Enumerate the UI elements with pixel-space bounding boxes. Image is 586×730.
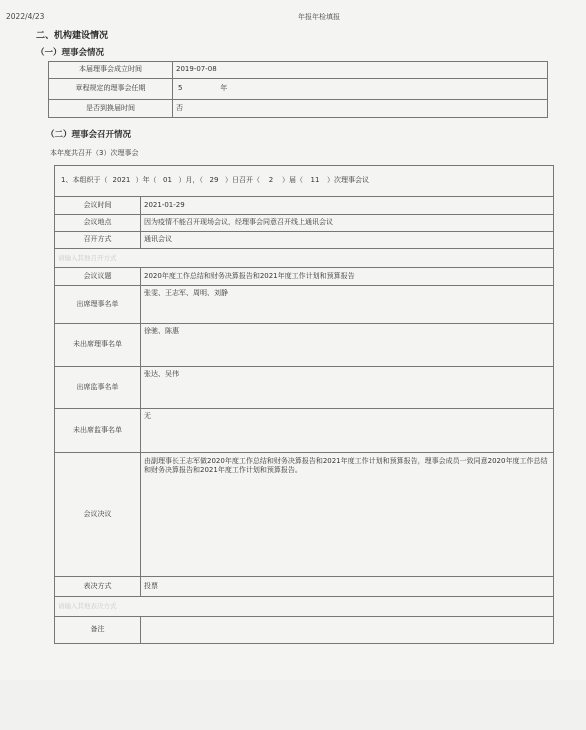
meeting-time-label: 会议时间 [55, 197, 141, 215]
table-row [55, 324, 554, 367]
meeting-month-suffix: ）月，（ [178, 176, 203, 185]
attending-directors-label: 出席理事名单 [55, 286, 141, 324]
absent-directors-value[interactable]: 徐驰、陈惠 [141, 324, 554, 367]
meeting-day-field[interactable]: 29 [209, 176, 219, 185]
absent-supervisors-label: 未出席监事名单 [55, 409, 141, 453]
table-row [49, 62, 548, 79]
meeting-intro-cell [55, 166, 554, 197]
meeting-month-field[interactable]: 01 [163, 176, 172, 185]
subsection-board-info-title: （一）理事会情况 [36, 48, 105, 58]
table-row [55, 232, 554, 249]
table-row [55, 597, 554, 617]
board-term-value[interactable]: 5 [178, 84, 183, 93]
meeting-table [54, 165, 554, 644]
board-term-unit: 年 [220, 84, 228, 93]
resolution-value[interactable]: 由副理事长王志军做2020年度工作总结和财务决算报告和2021年度工作计划和预算报告，理事会成员一致同意2020年度工作总结和财务决算报告和2021年度工作计划和预算报告。 [141, 453, 554, 577]
meeting-session-suffix: ）届（ [281, 176, 303, 185]
table-row [55, 166, 554, 197]
table-row [55, 268, 554, 286]
meeting-place-value[interactable]: 因为疫情不能召开现场会议，经理事会同意召开线上通讯会议 [141, 215, 554, 232]
vote-method-value[interactable]: 投票 [141, 577, 554, 597]
table-row [55, 367, 554, 409]
table-row [55, 577, 554, 597]
print-date: 2022/4/23 [6, 12, 45, 21]
meeting-day-suffix: ）日召开（ [224, 176, 260, 185]
term-expired-label: 是否到换届时间 [49, 100, 173, 118]
meeting-time-value[interactable]: 2021-01-29 [141, 197, 554, 215]
page-bottom-margin [0, 680, 586, 730]
board-term-label: 章程规定的理事会任期 [49, 79, 173, 100]
attending-directors-value[interactable]: 张雯、王志军、周明、刘静 [141, 286, 554, 324]
meeting-topic-label: 会议议题 [55, 268, 141, 286]
table-row [55, 197, 554, 215]
meeting-year-field[interactable]: 2021 [112, 176, 131, 185]
absent-supervisors-value[interactable]: 无 [141, 409, 554, 453]
meeting-topic-value[interactable]: 2020年度工作总结和财务决算报告和2021年度工作计划和预算报告 [141, 268, 554, 286]
meeting-method-value[interactable]: 通讯会议 [141, 232, 554, 249]
meeting-count-suffix: ）次理事会议 [326, 176, 369, 185]
subsection-meetings-title: （二）理事会召开情况 [46, 130, 132, 140]
vote-other-input[interactable]: 请输入其他表决方式 [55, 597, 554, 617]
vote-method-label: 表决方式 [55, 577, 141, 597]
meeting-count-field[interactable]: 11 [310, 176, 320, 185]
table-row [49, 79, 548, 100]
table-row [55, 249, 554, 268]
table-row [55, 617, 554, 644]
resolution-label: 会议决议 [55, 453, 141, 577]
table-row [55, 409, 554, 453]
meeting-session-field[interactable]: 2 [268, 176, 274, 185]
table-row [49, 100, 548, 118]
page-header-title: 年报年检填报 [298, 13, 340, 21]
meeting-place-label: 会议地点 [55, 215, 141, 232]
method-other-input[interactable]: 请输入其他召开方式 [55, 249, 554, 268]
meeting-intro-prefix: 1、本组织于（ [61, 176, 108, 185]
remark-label: 备注 [55, 617, 141, 644]
remark-value[interactable] [141, 617, 554, 644]
term-expired-value[interactable]: 否 [173, 100, 548, 118]
meeting-count-line: 本年度共召开（3）次理事会 [50, 149, 139, 157]
table-row [55, 215, 554, 232]
table-row [55, 286, 554, 324]
section-title: 二、机构建设情况 [36, 31, 109, 41]
board-established-label: 本届理事会成立时间 [49, 62, 173, 79]
board-established-value[interactable]: 2019-07-08 [173, 62, 548, 79]
attending-supervisors-label: 出席监事名单 [55, 367, 141, 409]
meeting-method-label: 召开方式 [55, 232, 141, 249]
absent-directors-label: 未出席理事名单 [55, 324, 141, 367]
board-term-cell [173, 79, 548, 100]
meeting-year-suffix: ）年（ [135, 176, 157, 185]
attending-supervisors-value[interactable]: 张达、吴伟 [141, 367, 554, 409]
board-info-table [48, 61, 548, 118]
table-row [55, 453, 554, 577]
